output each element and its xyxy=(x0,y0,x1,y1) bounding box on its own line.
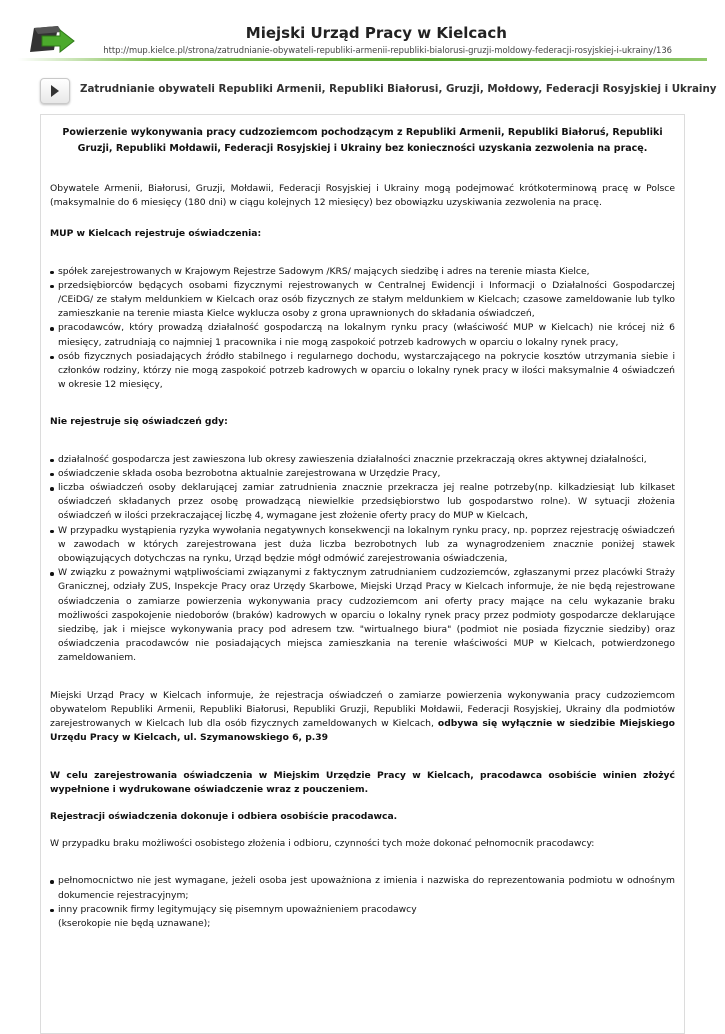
info-bold-text: odbywa się wyłącznie w siedzibie Miejskiego Urzędu Pracy w Kielcach, ul. Szymanowskiego 6, p.39 xyxy=(50,718,675,744)
lead-heading: Powierzenie wykonywania pracy cudzoziemcom pochodzącym z Republiki Armenii, Republiki Białoruś, Republiki Gruzji, Republiki Mołdawii, Federacji Rosyjskiej i Ukrainy bez konieczności uzyskania zezwolenia na pracę. xyxy=(62,127,663,154)
list-item: spółek zarejestrowanych w Krajowym Rejestrze Sadowym /KRS/ mających siedzibę i adres na terenie miasta Kielce, xyxy=(50,265,675,279)
list-item: pełnomocnictwo nie jest wymagane, jeżeli osoba jest upoważniona z imienia i nazwiska do reprezentowania podmiotu w odnośnym dokumencie rejestracyjnym; xyxy=(50,874,675,902)
play-arrow-icon xyxy=(50,85,60,97)
list-item: W przypadku wystąpienia ryzyka wywołania negatywnych konsekwencji na lokalnym rynku pracy, np. poprzez rejestrację oświadczeń w zawodach w których zarejestrowana jest duża liczba bezrobotnych lub za wynagrodzeniem znacznie poniżej stawek obowiązujących dotychczas na rynku, Urząd będzie mógł odmówić zarejestrowania oświadczenia, xyxy=(50,524,675,567)
page-title: Zatrudnianie obywateli Republiki Armenii, Republiki Białorusi, Gruzji, Mołdowy, Federacji Rosyjskiej i Ukrainy xyxy=(80,83,717,95)
registers-heading: MUP w Kielcach rejestruje oświadczenia: xyxy=(50,228,262,240)
proxy-note: (kserokopie nie będą uznawane); xyxy=(58,917,211,929)
registers-list xyxy=(50,265,675,393)
intro-paragraph: Obywatele Armenii, Białorusi, Gruzji, Mołdawii, Federacji Rosyjskiej i Ukrainy mogą podejmować krótkoterminową pracę w Polsce (maksymalnie do 6 miesięcy (180 dni) w ciągu kolejnych 12 miesięcy) bez obowiązku uzyskiwania zezwolenia na pracę. xyxy=(50,183,675,209)
info-paragraph xyxy=(50,689,675,746)
list-item: inny pracownik firmy legitymujący się pisemnym upoważnieniem pracodawcy xyxy=(50,903,675,917)
list-item: osób fizycznych posiadających źródło stabilnego i regularnego dochodu, wystarczającego na pokrycie kosztów utrzymania siebie i członków rodziny, którzy nie mogą zaspokoić potrzeb kadrowych w oparciu o lokalny rynek pracy w ilości maksymalnie 4 oświadczeń w okresie 12 miesięcy, xyxy=(50,350,675,393)
arrow-button[interactable] xyxy=(40,78,70,104)
not-registered-heading: Nie rejestruje się oświadczeń gdy: xyxy=(50,416,228,428)
page-url[interactable]: http://mup.kielce.pl/strona/zatrudnianie-obywateli-republiki-armenii-republiki-bialorusi-gruzji-moldowy-federacji-rosyjskiej-i-ukrainy/136 xyxy=(103,45,672,55)
register-in-person-text: W celu zarejestrowania oświadczenia w Miejskim Urzędzie Pracy w Kielcach, pracodawca osobiście winien złożyć wypełnione i wydrukowane oświadczenie wraz z pouczeniem. xyxy=(50,769,675,795)
not-registered-list xyxy=(50,453,675,666)
article-content xyxy=(50,125,675,931)
site-header xyxy=(0,0,725,62)
header-divider xyxy=(18,58,707,61)
list-item: działalność gospodarcza jest zawieszona lub okresy zawieszenia działalności znacznie przekraczają okres aktywnej działalności, xyxy=(50,453,675,467)
list-item: pracodawców, który prowadzą działalność gospodarczą na lokalnym rynku pracy (właściwość MUP w Kielcach) nie krócej niż 6 miesięcy, zatrudniają co najmniej 1 pracownika i nie mogą zaspokoić potrzeb kadrowych w oparciu o lokalny rynek pracy, xyxy=(50,321,675,349)
info-text: Miejski Urząd Pracy w Kielcach informuje, że rejestracja oświadczeń o zamiarze powierzenia wykonywania pracy cudzoziemcom obywatelom Republiki Armenii, Republiki Białorusi, Republiki Gruzji, Republiki Mołdawii, Federacji Rosyjskiej, Ukrainy dla podmiotów zarejestrowanych w Kielcach lub dla osób fizycznych zameldowanych w Kielcach, xyxy=(50,689,675,730)
proxy-list xyxy=(50,874,675,917)
site-title: Miejski Urząd Pracy w Kielcach xyxy=(245,24,507,42)
list-item: liczba oświadczeń osoby deklarującej zamiar zatrudnienia znacznie przekracza jej realne potrzeby(np. kilkadziesiąt lub kilkaset oświadczeń składanych przez osobę prowadzącą niewielkie przedsiębiorstwo lub gospodarstwo rolne). W sytuacji złożenia oświadczeń w ilości przekraczającej liczbę 4, wymagane jest złożenie oferty pracy do MUP w Kielcach, xyxy=(50,481,675,524)
list-item: oświadczenie składa osoba bezrobotna aktualnie zarejestrowana w Urzędzie Pracy, xyxy=(50,467,675,481)
collect-in-person-text: Rejestracji oświadczenia dokonuje i odbiera osobiście pracodawca. xyxy=(50,810,398,822)
proxy-text: W przypadku braku możliwości osobistego złożenia i odbioru, czynności tych może dokonać pełnomocnik pracodawcy: xyxy=(50,838,595,850)
list-item: przedsiębiorców będących osobami fizycznymi rejestrowanych w Centralnej Ewidencji i Informacji o Działalności Gospodarczej /CEiDG/ ze stałym meldunkiem w Kielcach oraz osób fizycznych ze stałym meldunkiem w Kielcach; czasowe zameldowanie lub tylko zamieszkanie na terenie miasta Kielce wyklucza osoby z grona uprawnionych do składania oświadczeń, xyxy=(50,279,675,322)
list-item: W związku z poważnymi wątpliwościami związanymi z faktycznym zatrudnianiem cudzoziemców, zgłaszanymi przez placówki Straży Granicznej, odziały ZUS, Inspekcje Pracy oraz Urzędy Skarbowe, Miejski Urząd Pracy w Kielcach informuje, że nie będą rejestrowane oświadczenia o zamiarze powierzenia wykonywania pracy cudzoziemcom ani oferty pracy mające na celu wykazanie braku możliwości zaspokojenie niedoborów (braków) kadrowych w oparciu o lokalny rynek pracy przez podmioty gospodarcze deklarujące siedzibę, jak i miejsce wykonywania pracy pod adresem tzw. "wirtualnego biura" (podmiot nie posiada fizycznie siedziby) oraz oświadczenia pracodawców nie posiadających miejsca zamieszkania na terenie właściwości MUP w Kielcach, potwierdzonego zameldowaniem. xyxy=(50,566,675,665)
